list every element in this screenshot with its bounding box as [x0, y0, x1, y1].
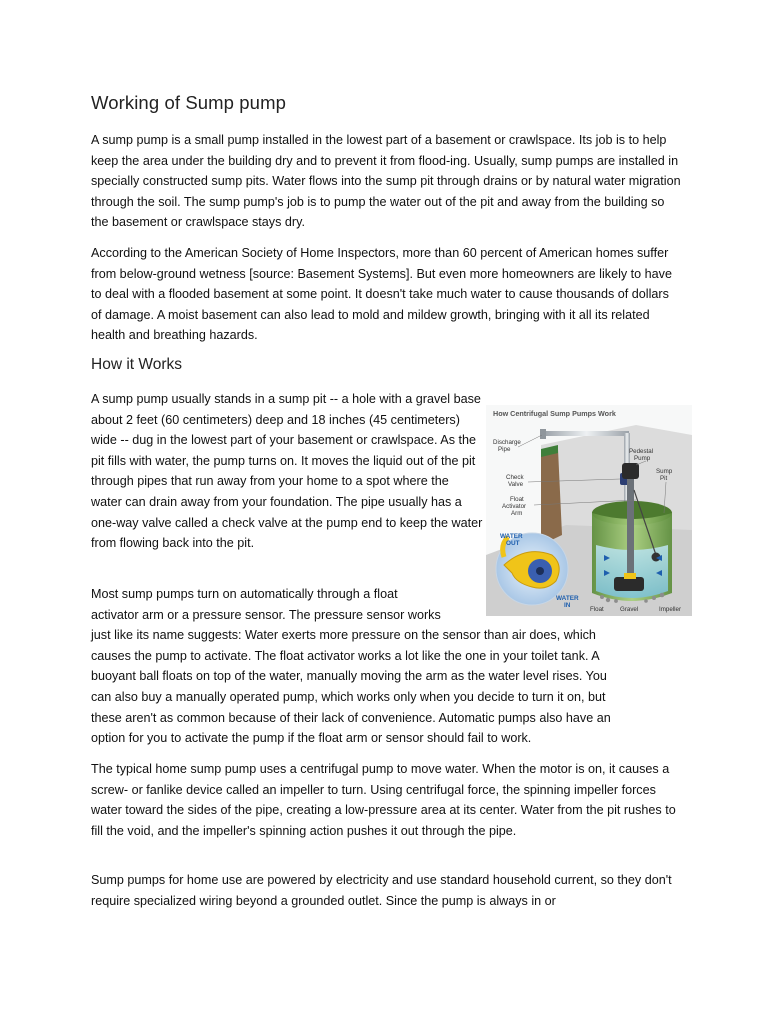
- label-float: Float: [590, 606, 604, 613]
- discharge-pipe-horizontal: [544, 431, 629, 436]
- paragraph-activation-line: activator arm or a pressure sensor. The pressure sensor works: [91, 607, 441, 622]
- label-sump-pit-1: Sump: [656, 468, 673, 475]
- label-impeller: Impeller: [659, 606, 682, 613]
- label-float-arm-3: Arm: [511, 510, 523, 517]
- label-pedestal-pump-1: Pedestal: [629, 448, 654, 455]
- paragraph-activation-line: causes the pump to activate. The float activator works a lot like the one in your toilet tank. A: [91, 648, 600, 663]
- paragraph-activation-line: option for you to activate the pump if the float arm or sensor should fail to work.: [91, 731, 532, 746]
- paragraph-intro: A sump pump is a small pump installed in the lowest part of a basement or crawlspace. Its job is to help keep the area under the building dry and to prevent it from flood-ing. Usually, sump pumps are installed in specially constructed sump pits. Water flows into the sump pit through drains or by natural water migration through the soil. The sump pump's job is to pump the water out of the pit and away from the building so the basement or crawlspace stays dry.: [91, 133, 681, 230]
- paragraph-activation-line: just like its name suggests: Water exerts more pressure on the sensor than air does, which: [91, 628, 596, 643]
- paragraph-sump-pit: A sump pump usually stands in a sump pit -- a hole with a gravel base about 2 feet (60 centimeters) deep and 18 inches (45 centimeters) wide -- dug in the lowest part of your basement or crawlspace. As the pit fills with water, the pump turns on. It moves the liquid out of the pit through pipes that run away from your home to a spot where the water can drain away from your foundation. The pipe usually has a one-way valve called a check valve at the pump end to keep the water from flowing back into the pit.: [91, 392, 483, 551]
- paragraph-activation-line: these aren't as common because of their lack of convenience. Automatic pumps also have an: [91, 710, 611, 725]
- label-sump-pit-2: Pit: [660, 475, 668, 482]
- paragraph-centrifugal: The typical home sump pump uses a centrifugal pump to move water. When the motor is on, it causes a screw- or fanlike device called an impeller to turn. Using centrifugal force, the spinning impeller forces water toward the sides of the pipe, creating a low-pressure area at its center. Water from the pit rushes to fill the void, and the impeller's spinning action pushes it out through the pipe.: [91, 762, 676, 838]
- sump-pump-diagram-svg: [486, 405, 692, 616]
- label-check-valve-1: Check: [506, 474, 524, 481]
- label-discharge-pipe-2: Pipe: [498, 446, 511, 453]
- label-water-in-1: WATER: [556, 595, 579, 602]
- document-title: Working of Sump pump: [91, 92, 286, 113]
- label-pedestal-pump-2: Pump: [634, 455, 651, 462]
- label-float-arm-2: Activator: [502, 503, 527, 510]
- label-discharge-pipe-1: Discharge: [493, 439, 521, 446]
- impeller-housing: [614, 577, 644, 591]
- sump-pump-diagram: [486, 405, 692, 616]
- impeller-hub: [536, 567, 544, 575]
- paragraph-statistics: According to the American Society of Home Inspectors, more than 60 percent of American homes suffer from below-ground wetness [source: Basement Systems]. But even more homeowners are likely to have to deal with a flooded basement at some point. It doesn't take much water to cause thousands of dollars of damage. A moist basement can also lead to mold and mildew growth, bringing with it all its related health and breathing hazards.: [91, 246, 672, 343]
- paragraph-activation-line: Most sump pumps turn on automatically through a float: [91, 587, 398, 601]
- figure-title: How Centrifugal Sump Pumps Work: [493, 409, 616, 418]
- paragraph-power: Sump pumps for home use are powered by electricity and use standard household current, so they don't require specialized wiring beyond a grounded outlet. Since the pump is always in or: [91, 873, 672, 908]
- label-float-arm-1: Float: [510, 496, 524, 503]
- label-water-out-1: WATER: [500, 533, 523, 540]
- impeller-accent: [624, 573, 636, 579]
- section-heading: How it Works: [91, 356, 183, 373]
- label-water-out-2: OUT: [506, 540, 520, 547]
- label-water-in-2: IN: [564, 602, 571, 609]
- label-check-valve-2: Valve: [508, 481, 524, 488]
- pedestal-pump-column: [627, 475, 634, 585]
- paragraph-activation-line: can also buy a manually operated pump, which works only when you decide to turn it on, but: [91, 689, 606, 704]
- discharge-pipe-outlet: [540, 429, 546, 439]
- pump-motor: [622, 463, 639, 479]
- paragraph-activation-line: buoyant ball floats on top of the water, manually moving the arm as the water level rises. You: [91, 669, 607, 684]
- label-gravel: Gravel: [620, 606, 639, 613]
